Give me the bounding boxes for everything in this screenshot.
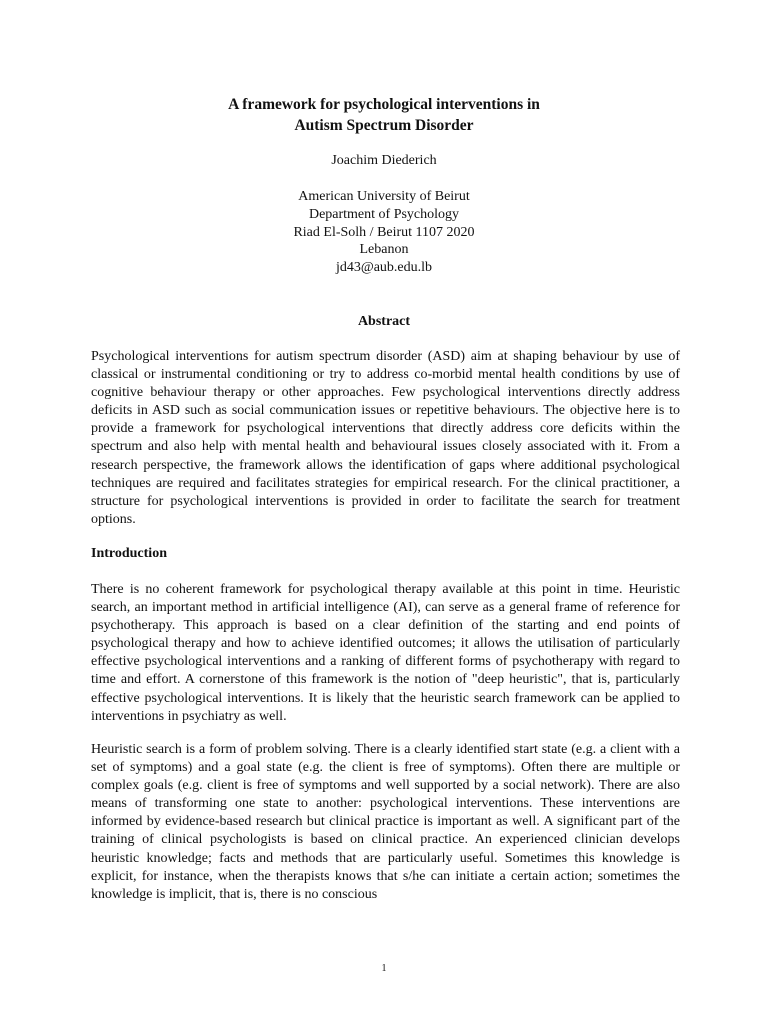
paper-title-line-1: A framework for psychological interventions in [228, 96, 540, 113]
paper-title-line-2: Autism Spectrum Disorder [294, 117, 474, 134]
abstract-heading: Abstract [357, 314, 411, 329]
abstract-text: Psychological interventions for autism spectrum disorder (ASD) aim at shaping behaviour by use of classical or instrumental conditioning or try to address co-morbid mental health conditions by use of cognitive behaviour therapy or other approaches. Few psychological interventions directly address deficits in ASD such as social communication issues or repetitive behaviours. The objective here is to provide a framework for psychological interventions that directly address core deficits within the spectrum and also help with mental health and behavioural issues closely associated with it. From a research perspective, the framework allows the identification of gaps where additional psychological techniques are required and facilitates strategies for empirical research. For the clinical practitioner, a structure for psychological interventions is provided in order to facilitate the search for treatment options. [91, 349, 680, 527]
author-name: Joachim Diederich [331, 153, 437, 168]
author-affiliation [0, 188, 768, 277]
introduction-heading: Introduction [91, 546, 167, 561]
affiliation-address: Riad El-Solh / Beirut 1107 2020 [293, 224, 475, 240]
introduction-paragraph-2: Heuristic search is a form of problem solving. There is a clearly identified start state (e.g. a client with a set of symptoms) and a goal state (e.g. the client is free of symptoms). Often there are multiple or complex goals (e.g. client is free of symptoms and well supported by a social network). There are also means of transforming one state to another: psychological interventions. These interventions are informed by evidence-based research but clinical practice is important as well. A significant part of the training of clinical psychologists is based on clinical practice. An experienced clinician develops heuristic knowledge; facts and methods that are particularly useful. Sometimes this knowledge is explicit, for instance, when the therapists knows that s/he can initiate a certain action; sometimes the knowledge is implicit, that is, there is no conscious [91, 742, 680, 902]
author-email: jd43@aub.edu.lb [335, 260, 433, 276]
page-number: 1 [381, 963, 387, 974]
affiliation-department: Department of Psychology [308, 206, 460, 222]
introduction-paragraph-1: There is no coherent framework for psychological therapy available at this point in time. Heuristic search, an important method in artificial intelligence (AI), can serve as a general frame of reference for psychotherapy. This approach is based on a clear definition of the starting and end points of psychological therapy and how to achieve identified outcomes; it allows the utilisation of particularly effective psychological interventions and a ranking of different forms of psychotherapy with regard to time and effort. A cornerstone of this framework is the notion of "deep heuristic", that is, particularly effective psychological interventions. It is likely that the heuristic search framework can be applied to interventions in psychiatry as well. [91, 582, 680, 724]
paper-title [0, 94, 768, 136]
affiliation-university: American University of Beirut [298, 189, 470, 204]
affiliation-country: Lebanon [359, 242, 409, 258]
